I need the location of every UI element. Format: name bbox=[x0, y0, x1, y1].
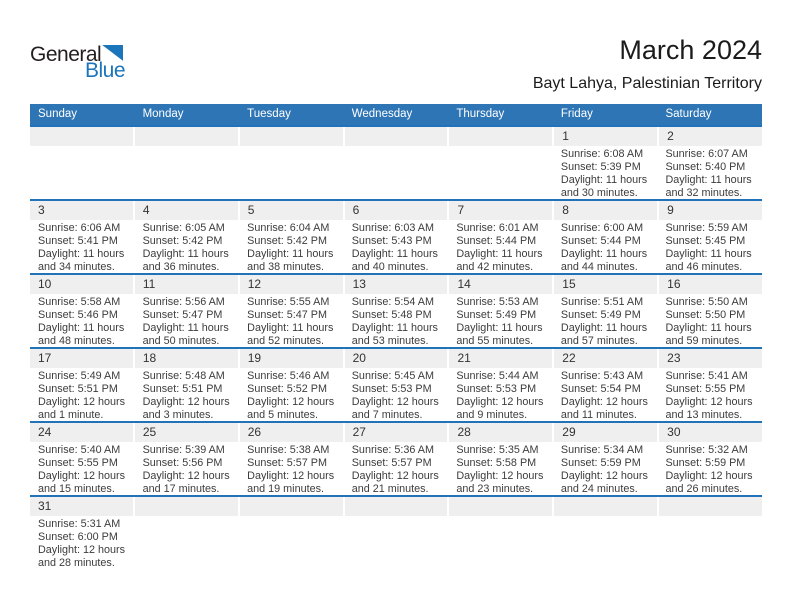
day-number-band bbox=[345, 275, 450, 294]
day-number: 28 bbox=[457, 425, 471, 439]
day-detail-line: and 11 minutes. bbox=[560, 408, 637, 421]
day-number bbox=[449, 129, 457, 143]
day-number: 16 bbox=[667, 277, 681, 291]
day-number-band bbox=[30, 497, 135, 516]
day-number-band bbox=[135, 423, 240, 442]
day-number-band-empty bbox=[449, 497, 554, 516]
day-detail-line: Daylight: 11 hours bbox=[351, 247, 438, 260]
week-row bbox=[30, 273, 762, 347]
day-detail-line: Daylight: 11 hours bbox=[560, 173, 648, 186]
day-detail-line: and 15 minutes. bbox=[38, 482, 115, 495]
day-detail-line: Sunset: 5:40 PM bbox=[665, 160, 746, 173]
logo-text-blue: Blue bbox=[85, 59, 126, 82]
day-number: 24 bbox=[38, 425, 52, 439]
day-number: 20 bbox=[352, 351, 366, 365]
weekday-header-wednesday: Wednesday bbox=[351, 108, 413, 120]
day-detail-line: Daylight: 11 hours bbox=[560, 321, 648, 334]
day-cell-31 bbox=[30, 516, 135, 569]
day-detail-line: Sunrise: 5:48 AM bbox=[142, 370, 225, 382]
day-detail-line: Sunset: 5:47 PM bbox=[142, 308, 223, 321]
day-detail-line: Daylight: 12 hours bbox=[665, 395, 753, 408]
day-detail-line: and 50 minutes. bbox=[142, 334, 220, 347]
day-cell-9 bbox=[657, 220, 762, 273]
day-detail-line: Sunset: 5:55 PM bbox=[38, 456, 118, 469]
day-cell-16 bbox=[657, 294, 762, 347]
day-detail-line: Sunset: 5:56 PM bbox=[142, 456, 223, 469]
day-detail-line: Daylight: 12 hours bbox=[456, 395, 544, 408]
day-detail-line: and 3 minutes. bbox=[142, 408, 214, 421]
day-detail-line: and 46 minutes. bbox=[665, 260, 743, 273]
day-detail-line: Daylight: 11 hours bbox=[38, 247, 125, 260]
day-cell-14 bbox=[448, 294, 553, 347]
day-detail-line: Sunset: 5:50 PM bbox=[665, 308, 746, 321]
week-row bbox=[30, 125, 762, 199]
day-detail-line: and 19 minutes. bbox=[247, 482, 324, 495]
day-number: 4 bbox=[142, 203, 150, 217]
day-detail-line: and 9 minutes. bbox=[456, 408, 528, 421]
day-number bbox=[240, 129, 248, 143]
day-detail-line: Sunset: 5:45 PM bbox=[665, 234, 746, 247]
day-detail-line: and 59 minutes. bbox=[665, 334, 743, 347]
day-number-row bbox=[30, 497, 762, 516]
day-detail-line: Sunrise: 6:07 AM bbox=[665, 148, 748, 160]
day-cell-13 bbox=[344, 294, 449, 347]
day-cell-empty bbox=[135, 516, 240, 569]
day-cell-11 bbox=[135, 294, 240, 347]
day-number bbox=[554, 499, 562, 513]
day-detail-line: Sunrise: 5:44 AM bbox=[456, 370, 539, 382]
day-detail-line: Sunrise: 5:31 AM bbox=[38, 518, 121, 530]
day-cell-empty bbox=[239, 516, 344, 569]
day-detail-line: Sunrise: 5:39 AM bbox=[142, 444, 225, 456]
day-cell-5 bbox=[239, 220, 344, 273]
day-detail-line: Sunrise: 6:03 AM bbox=[351, 222, 434, 234]
day-detail-line: Sunset: 5:59 PM bbox=[560, 456, 641, 469]
day-detail-line: Sunset: 5:57 PM bbox=[351, 456, 432, 469]
day-cells-row bbox=[30, 516, 762, 569]
day-detail-line: and 1 minute. bbox=[38, 408, 104, 421]
day-number: 3 bbox=[38, 203, 45, 217]
day-detail-line: Sunset: 5:47 PM bbox=[247, 308, 327, 321]
day-number-band-empty bbox=[135, 127, 240, 146]
day-number-band bbox=[135, 275, 240, 294]
day-cell-21 bbox=[448, 368, 553, 421]
day-detail-line: Sunrise: 6:04 AM bbox=[247, 222, 330, 234]
day-detail-line: Sunset: 5:39 PM bbox=[560, 160, 641, 173]
day-detail-line: Sunrise: 5:58 AM bbox=[38, 296, 121, 308]
day-detail-line: Sunrise: 6:05 AM bbox=[142, 222, 225, 234]
day-detail-line: and 40 minutes. bbox=[351, 260, 429, 273]
day-cell-1 bbox=[553, 146, 658, 199]
day-detail-line: and 48 minutes. bbox=[38, 334, 115, 347]
day-number-band-empty bbox=[345, 497, 450, 516]
day-detail-line: and 36 minutes. bbox=[142, 260, 220, 273]
day-number: 18 bbox=[142, 351, 157, 365]
day-number-band bbox=[240, 201, 345, 220]
day-cell-30 bbox=[657, 442, 762, 495]
day-cells-row bbox=[30, 146, 762, 199]
day-detail-line: Sunset: 5:42 PM bbox=[142, 234, 223, 247]
day-number-band bbox=[659, 349, 762, 368]
day-number: 25 bbox=[142, 425, 157, 439]
day-cell-empty bbox=[135, 146, 240, 199]
day-detail-line: Sunset: 5:59 PM bbox=[665, 456, 746, 469]
day-detail-line: Daylight: 12 hours bbox=[456, 469, 544, 482]
day-detail-line: Daylight: 11 hours bbox=[665, 247, 752, 260]
day-cell-empty bbox=[30, 146, 135, 199]
day-detail-line: Daylight: 12 hours bbox=[665, 469, 753, 482]
week-row bbox=[30, 347, 762, 421]
day-detail-line: and 7 minutes. bbox=[351, 408, 423, 421]
day-cells-row bbox=[30, 220, 762, 273]
day-detail-line: Sunset: 6:00 PM bbox=[38, 530, 118, 543]
day-number: 15 bbox=[562, 277, 576, 291]
general-blue-logo bbox=[30, 44, 125, 81]
day-number-band bbox=[554, 201, 659, 220]
day-number-band bbox=[554, 349, 659, 368]
day-number-band bbox=[30, 201, 135, 220]
day-detail-line: Sunrise: 5:54 AM bbox=[351, 296, 434, 308]
day-number: 31 bbox=[38, 499, 52, 513]
day-detail-line: Sunrise: 5:34 AM bbox=[560, 444, 644, 456]
day-detail-line: Daylight: 12 hours bbox=[38, 395, 126, 408]
day-detail-line: Sunset: 5:48 PM bbox=[351, 308, 432, 321]
day-number-row bbox=[30, 275, 762, 294]
day-cell-4 bbox=[135, 220, 240, 273]
day-number-band bbox=[240, 275, 345, 294]
day-number-band bbox=[240, 423, 345, 442]
day-cells-row bbox=[30, 442, 762, 495]
weekday-header-saturday: Saturday bbox=[665, 108, 712, 120]
day-cell-10 bbox=[30, 294, 135, 347]
day-detail-line: Daylight: 11 hours bbox=[247, 247, 334, 260]
day-detail-line: Sunrise: 5:38 AM bbox=[247, 444, 330, 456]
weekday-header-sunday: Sunday bbox=[38, 108, 78, 120]
day-detail-line: Sunset: 5:52 PM bbox=[247, 382, 327, 395]
day-detail-line: and 52 minutes. bbox=[247, 334, 324, 347]
day-detail-line: Daylight: 12 hours bbox=[351, 395, 439, 408]
day-number-band bbox=[345, 201, 450, 220]
day-detail-line: Sunset: 5:43 PM bbox=[351, 234, 432, 247]
day-detail-line: and 32 minutes. bbox=[665, 186, 743, 199]
day-number: 30 bbox=[667, 425, 681, 439]
day-detail-line: Sunrise: 5:51 AM bbox=[560, 296, 644, 308]
day-detail-line: Sunset: 5:44 PM bbox=[560, 234, 641, 247]
day-cells-row bbox=[30, 368, 762, 421]
weekday-header-row bbox=[30, 104, 762, 125]
day-number: 29 bbox=[562, 425, 576, 439]
day-detail-line: Daylight: 11 hours bbox=[142, 247, 229, 260]
week-row bbox=[30, 421, 762, 495]
day-number-band bbox=[554, 127, 659, 146]
day-number-band bbox=[135, 201, 240, 220]
day-detail-line: Daylight: 12 hours bbox=[351, 469, 439, 482]
day-number: 27 bbox=[352, 425, 366, 439]
day-number-band bbox=[345, 423, 450, 442]
day-detail-line: Daylight: 12 hours bbox=[247, 469, 335, 482]
day-cell-2 bbox=[657, 146, 762, 199]
day-detail-line: Sunrise: 5:46 AM bbox=[247, 370, 330, 382]
weekday-header-friday: Friday bbox=[560, 108, 593, 120]
day-detail-line: and 24 minutes. bbox=[560, 482, 638, 495]
day-cell-empty bbox=[344, 516, 449, 569]
day-detail-line: Sunrise: 5:50 AM bbox=[665, 296, 748, 308]
day-detail-line: Sunrise: 5:35 AM bbox=[456, 444, 539, 456]
day-cell-24 bbox=[30, 442, 135, 495]
day-cell-15 bbox=[553, 294, 658, 347]
day-detail-line: and 42 minutes. bbox=[456, 260, 534, 273]
day-detail-line: and 28 minutes. bbox=[38, 556, 115, 569]
day-number-band bbox=[240, 349, 345, 368]
day-number bbox=[449, 499, 457, 513]
day-number-band bbox=[554, 275, 659, 294]
day-number-band bbox=[659, 201, 762, 220]
day-detail-line: Daylight: 11 hours bbox=[456, 321, 543, 334]
day-detail-line: Daylight: 11 hours bbox=[38, 321, 125, 334]
day-detail-line: Daylight: 12 hours bbox=[560, 395, 648, 408]
day-detail-line: Daylight: 12 hours bbox=[247, 395, 335, 408]
day-detail-line: Sunrise: 5:43 AM bbox=[560, 370, 644, 382]
day-detail-line: Sunset: 5:44 PM bbox=[456, 234, 537, 247]
day-cell-26 bbox=[239, 442, 344, 495]
day-number: 14 bbox=[457, 277, 471, 291]
day-detail-line: Sunset: 5:51 PM bbox=[142, 382, 223, 395]
day-detail-line: and 23 minutes. bbox=[456, 482, 534, 495]
day-number: 8 bbox=[562, 203, 569, 217]
day-detail-line: Sunrise: 5:59 AM bbox=[665, 222, 748, 234]
day-detail-line: Sunset: 5:54 PM bbox=[560, 382, 641, 395]
day-number-band-empty bbox=[449, 127, 554, 146]
day-number-band bbox=[659, 423, 762, 442]
day-detail-line: Sunset: 5:41 PM bbox=[38, 234, 118, 247]
day-detail-line: and 34 minutes. bbox=[38, 260, 115, 273]
day-number: 21 bbox=[457, 351, 471, 365]
day-detail-line: Sunset: 5:55 PM bbox=[665, 382, 746, 395]
day-number: 11 bbox=[142, 277, 156, 291]
day-number bbox=[135, 499, 143, 513]
day-cell-12 bbox=[239, 294, 344, 347]
day-cell-empty bbox=[344, 146, 449, 199]
week-row bbox=[30, 199, 762, 273]
day-detail-line: and 44 minutes. bbox=[560, 260, 638, 273]
day-number-band-empty bbox=[135, 497, 240, 516]
day-detail-line: Daylight: 11 hours bbox=[142, 321, 229, 334]
day-detail-line: Sunrise: 5:53 AM bbox=[456, 296, 539, 308]
day-cell-8 bbox=[553, 220, 658, 273]
day-detail-line: and 38 minutes. bbox=[247, 260, 324, 273]
day-detail-line: Sunset: 5:49 PM bbox=[560, 308, 641, 321]
day-number-band bbox=[554, 423, 659, 442]
day-cell-28 bbox=[448, 442, 553, 495]
calendar bbox=[30, 104, 762, 569]
day-cell-20 bbox=[344, 368, 449, 421]
day-cell-25 bbox=[135, 442, 240, 495]
day-detail-line: and 17 minutes. bbox=[142, 482, 220, 495]
day-number bbox=[30, 129, 38, 143]
day-number-band-empty bbox=[240, 497, 345, 516]
day-detail-line: Daylight: 11 hours bbox=[665, 321, 752, 334]
day-detail-line: Sunrise: 6:08 AM bbox=[560, 148, 644, 160]
day-detail-line: Daylight: 12 hours bbox=[142, 395, 230, 408]
day-detail-line: Sunrise: 5:40 AM bbox=[38, 444, 121, 456]
day-number-band bbox=[30, 275, 135, 294]
day-number: 12 bbox=[247, 277, 262, 291]
day-number bbox=[135, 129, 143, 143]
day-number: 13 bbox=[352, 277, 366, 291]
week-row bbox=[30, 495, 762, 569]
day-detail-line: and 13 minutes. bbox=[665, 408, 743, 421]
day-number-band bbox=[449, 349, 554, 368]
day-cell-7 bbox=[448, 220, 553, 273]
day-cell-22 bbox=[553, 368, 658, 421]
day-cell-empty bbox=[553, 516, 658, 569]
day-cell-23 bbox=[657, 368, 762, 421]
title-block bbox=[533, 36, 762, 93]
day-detail-line: Daylight: 11 hours bbox=[351, 321, 438, 334]
day-detail-line: Sunrise: 5:36 AM bbox=[351, 444, 434, 456]
day-number-band bbox=[659, 127, 762, 146]
day-cell-17 bbox=[30, 368, 135, 421]
day-number-row bbox=[30, 127, 762, 146]
day-detail-line: Sunset: 5:53 PM bbox=[456, 382, 537, 395]
day-number-row bbox=[30, 201, 762, 220]
day-number-band bbox=[449, 423, 554, 442]
day-detail-line: Sunrise: 5:45 AM bbox=[351, 370, 434, 382]
day-number-band bbox=[135, 349, 240, 368]
day-number: 7 bbox=[457, 203, 465, 217]
day-detail-line: Sunset: 5:46 PM bbox=[38, 308, 118, 321]
day-cell-18 bbox=[135, 368, 240, 421]
day-number: 26 bbox=[247, 425, 262, 439]
month-title: March 2024 bbox=[619, 35, 762, 65]
day-number: 17 bbox=[38, 351, 52, 365]
day-detail-line: Sunset: 5:42 PM bbox=[247, 234, 327, 247]
day-number-band-empty bbox=[30, 127, 135, 146]
day-detail-line: Daylight: 12 hours bbox=[38, 469, 126, 482]
day-number bbox=[240, 499, 248, 513]
day-number-band-empty bbox=[554, 497, 659, 516]
day-detail-line: and 57 minutes. bbox=[560, 334, 638, 347]
day-detail-line: Sunrise: 6:06 AM bbox=[38, 222, 121, 234]
day-number: 19 bbox=[247, 351, 262, 365]
day-cell-27 bbox=[344, 442, 449, 495]
day-cell-empty bbox=[448, 516, 553, 569]
day-cell-empty bbox=[657, 516, 762, 569]
day-number-row bbox=[30, 349, 762, 368]
day-detail-line: Sunrise: 5:41 AM bbox=[665, 370, 748, 382]
day-number-band bbox=[345, 349, 450, 368]
day-number: 23 bbox=[667, 351, 681, 365]
day-number bbox=[345, 129, 353, 143]
day-number-band bbox=[449, 275, 554, 294]
day-detail-line: Sunset: 5:58 PM bbox=[456, 456, 537, 469]
weekday-header-tuesday: Tuesday bbox=[247, 108, 291, 120]
day-number-band-empty bbox=[240, 127, 345, 146]
day-number bbox=[345, 499, 353, 513]
day-detail-line: and 21 minutes. bbox=[351, 482, 429, 495]
day-number: 6 bbox=[352, 203, 360, 217]
day-number: 2 bbox=[667, 129, 674, 143]
day-cell-empty bbox=[239, 146, 344, 199]
day-number-band bbox=[30, 423, 135, 442]
day-detail-line: Sunrise: 5:56 AM bbox=[142, 296, 225, 308]
day-number bbox=[659, 499, 667, 513]
weekday-header-monday: Monday bbox=[142, 108, 184, 120]
day-detail-line: Sunrise: 5:32 AM bbox=[665, 444, 748, 456]
logo-text-general: General bbox=[30, 43, 102, 66]
day-detail-line: Sunset: 5:53 PM bbox=[351, 382, 432, 395]
day-cell-6 bbox=[344, 220, 449, 273]
day-detail-line: Sunset: 5:49 PM bbox=[456, 308, 537, 321]
day-detail-line: Sunrise: 6:01 AM bbox=[456, 222, 539, 234]
day-number: 10 bbox=[38, 277, 52, 291]
day-cells-row bbox=[30, 294, 762, 347]
day-detail-line: and 5 minutes. bbox=[247, 408, 318, 421]
day-number-band bbox=[659, 275, 762, 294]
day-cell-3 bbox=[30, 220, 135, 273]
day-detail-line: Daylight: 12 hours bbox=[38, 543, 126, 556]
day-cell-empty bbox=[448, 146, 553, 199]
location-subtitle: Bayt Lahya, Palestinian Territory bbox=[532, 74, 762, 92]
day-detail-line: Sunset: 5:51 PM bbox=[38, 382, 118, 395]
day-detail-line: Daylight: 12 hours bbox=[142, 469, 230, 482]
day-number-band-empty bbox=[345, 127, 450, 146]
day-number-band-empty bbox=[659, 497, 762, 516]
day-detail-line: and 53 minutes. bbox=[351, 334, 429, 347]
day-detail-line: Daylight: 11 hours bbox=[456, 247, 543, 260]
day-cell-29 bbox=[553, 442, 658, 495]
day-detail-line: and 30 minutes. bbox=[560, 186, 638, 199]
day-detail-line: Sunrise: 5:49 AM bbox=[38, 370, 121, 382]
day-number: 5 bbox=[247, 203, 255, 217]
day-detail-line: and 55 minutes. bbox=[456, 334, 534, 347]
day-number: 1 bbox=[562, 129, 569, 143]
day-number-row bbox=[30, 423, 762, 442]
day-detail-line: Daylight: 11 hours bbox=[560, 247, 648, 260]
day-number: 22 bbox=[562, 351, 576, 365]
day-detail-line: Daylight: 11 hours bbox=[247, 321, 334, 334]
weekday-header-thursday: Thursday bbox=[456, 108, 505, 120]
day-detail-line: Daylight: 12 hours bbox=[560, 469, 648, 482]
day-detail-line: and 26 minutes. bbox=[665, 482, 743, 495]
day-number-band bbox=[30, 349, 135, 368]
day-detail-line: Sunset: 5:57 PM bbox=[247, 456, 327, 469]
day-detail-line: Sunrise: 5:55 AM bbox=[247, 296, 330, 308]
day-detail-line: Daylight: 11 hours bbox=[665, 173, 752, 186]
day-cell-19 bbox=[239, 368, 344, 421]
day-number: 9 bbox=[667, 203, 674, 217]
day-detail-line: Sunrise: 6:00 AM bbox=[560, 222, 644, 234]
day-number-band bbox=[449, 201, 554, 220]
